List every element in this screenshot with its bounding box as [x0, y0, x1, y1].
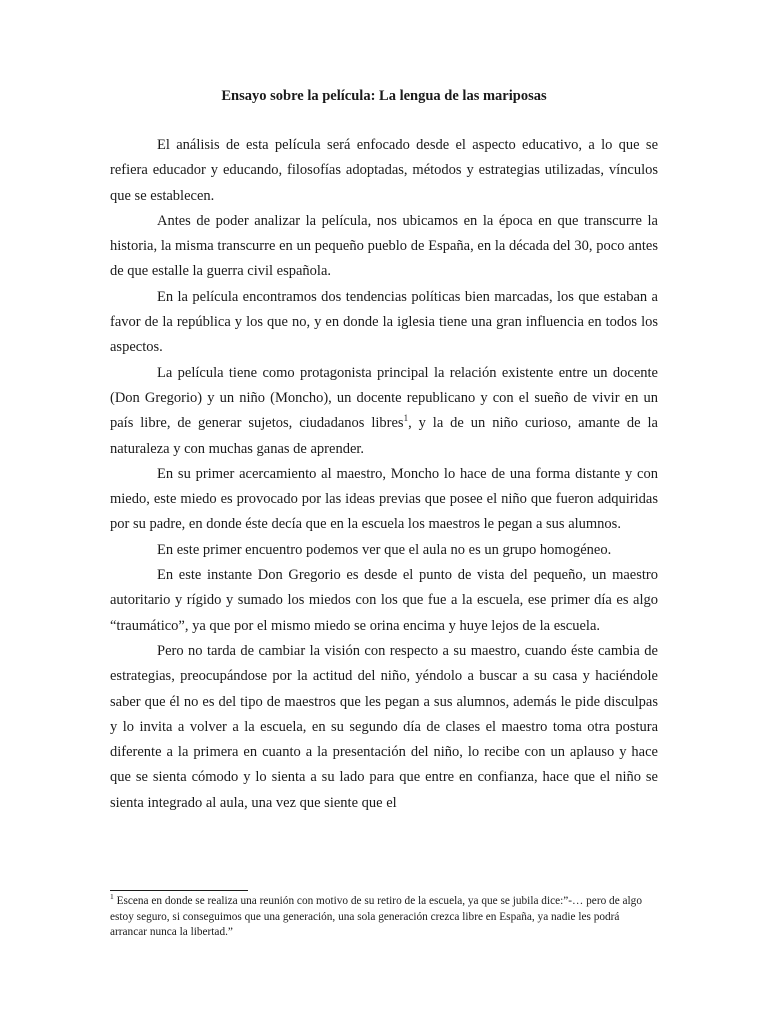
paragraph-text: La película tiene como protagonista principal la relación existente entre un docente (Don Gregorio) y un niño (Moncho), un docente republicano y con el sueño de vivir en un país libre, de generar sujetos, ciudadanos libres — [110, 364, 658, 432]
paragraph: En su primer acercamiento al maestro, Moncho lo hace de una forma distante y con miedo, este miedo es provocado por las ideas previas que posee el niño que fueron adquiridas por su padre, en donde éste decía que en la escuela los maestros le pegan a sus alumnos. — [110, 465, 658, 533]
footnote-reference[interactable]: 1 — [403, 413, 409, 424]
footnote — [110, 894, 658, 941]
paragraph: El análisis de esta película será enfocado desde el aspecto educativo, a lo que se refiera educador y educando, filosofías adoptadas, métodos y estrategias utilizadas, vínculos que se establecen. — [110, 137, 658, 204]
paragraph: Antes de poder analizar la película, nos ubicamos en la época en que transcurre la historia, la misma transcurre en un pequeño pueblo de España, en la década del 30, poco antes de que estalle la guerra civil española. — [110, 212, 658, 280]
paragraph: Pero no tarda de cambiar la visión con respecto a su maestro, cuando éste cambia de estrategias, preocupándose por la actitud del niño, yéndolo a buscar a su casa y haciéndole saber que él no es del tipo de maestros que les pegan a sus alumnos, además le pide disculpas y lo invita a volver a la escuela, en su segundo día de clases el maestro toma otra postura diferente a la primera en cuanto a la presentación del niño, lo recibe con un aplauso y hace que se sienta cómodo y lo sienta a su lado para que entre en confianza, hace que el niño se sienta integrado al aula, una vez que siente que el — [110, 642, 658, 811]
footnote-separator — [110, 890, 248, 891]
paragraph-with-footnote — [110, 361, 658, 462]
document-title: Ensayo sobre la película: La lengua de las mariposas — [221, 88, 547, 104]
paragraph: En la película encontramos dos tendencias políticas bien marcadas, los que estaban a favor de la república y los que no, y en donde la iglesia tiene una gran influencia en todos los aspectos. — [110, 288, 658, 356]
paragraph: En este instante Don Gregorio es desde el punto de vista del pequeño, un maestro autoritario y rígido y sumado los miedos con los que fue a la escuela, ese primer día es algo “traumático”, ya que por el mismo miedo se orina encima y huye lejos de la escuela. — [110, 567, 658, 634]
footnote-mark: 1 — [110, 892, 114, 902]
footnote-text: Escena en donde se realiza una reunión con motivo de su retiro de la escuela, ya que se jubila dice:”-… pero de algo estoy seguro, si conseguimos que una generación, una sola generación crezca libre en España, ya nadie les podrá arrancar nunca la libertad.” — [110, 895, 642, 938]
paragraph: En este primer encuentro podemos ver que el aula no es un grupo homogéneo. — [157, 541, 612, 558]
document-body — [110, 133, 658, 816]
paragraph-text: , y la de un niño curioso, amante de la naturaleza y con muchas ganas de aprender. — [110, 415, 658, 457]
